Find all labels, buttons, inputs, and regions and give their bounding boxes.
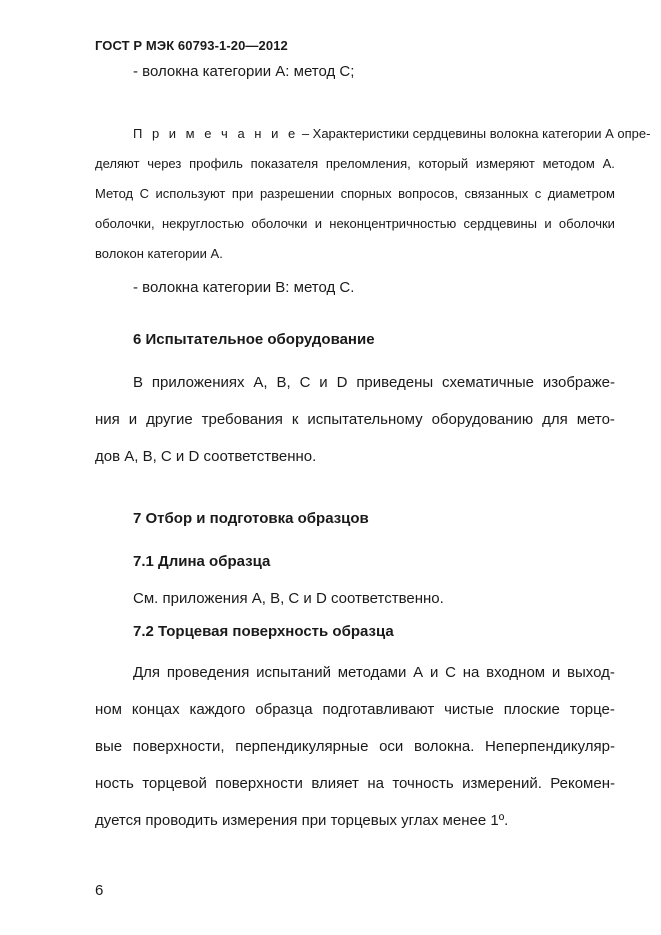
word: Для: [133, 664, 161, 681]
word: требования: [201, 411, 283, 428]
word: испытаний: [256, 664, 331, 681]
word: С: [445, 664, 456, 681]
word: измеряют: [475, 156, 535, 171]
word: и: [128, 411, 138, 428]
note-line-5: волокон категории А.: [95, 246, 223, 261]
word: оси: [379, 738, 404, 755]
word: вые: [95, 738, 123, 755]
word: А: [413, 664, 424, 681]
section-7-2-line-2: [95, 701, 615, 718]
word: на: [462, 664, 480, 681]
word: деляют: [95, 156, 140, 171]
word: А,: [253, 374, 268, 391]
word: к: [291, 411, 299, 428]
word: и: [544, 216, 552, 231]
word: поверхности,: [132, 738, 225, 755]
word: каждого: [189, 701, 246, 718]
word: показателя: [250, 156, 319, 171]
word: Рекомен-: [550, 775, 615, 792]
word: торцевой: [142, 775, 207, 792]
word: на: [367, 775, 384, 792]
word: точность: [392, 775, 454, 792]
word: А.: [602, 156, 615, 171]
item-category-b: - волокна категории В: метод С.: [133, 279, 355, 296]
page-number: 6: [95, 882, 104, 899]
word: разрешении: [259, 186, 335, 201]
note-label: П р и м е ч а н и е: [133, 126, 299, 141]
note-line-1: [133, 126, 650, 141]
word: приложениях: [151, 374, 245, 391]
word: и: [429, 664, 439, 681]
word: подготавливают: [322, 701, 435, 718]
section-7-title: 7 Отбор и подготовка образцов: [133, 510, 369, 527]
section-7-2-title: 7.2 Торцевая поверхность образца: [133, 623, 394, 640]
section-7-2-line-3: [95, 738, 615, 755]
word: проведения: [166, 664, 250, 681]
word: В: [133, 374, 144, 391]
word: и: [314, 216, 322, 231]
item-category-a: - волокна категории А: метод С;: [133, 63, 355, 80]
word: который: [418, 156, 469, 171]
section-7-1-text: См. приложения А, В, С и D соответственно.: [133, 590, 444, 607]
word: оболочки: [251, 216, 308, 231]
word: и: [551, 664, 561, 681]
word: ния: [95, 411, 120, 428]
word: через: [147, 156, 182, 171]
word: чистые: [444, 701, 494, 718]
section-6-line-1: [133, 374, 615, 391]
word: схематичные: [442, 374, 535, 391]
word: перпендикулярные: [235, 738, 369, 755]
word: с: [534, 186, 542, 201]
word: измерений.: [462, 775, 542, 792]
word: приведены: [356, 374, 434, 391]
word: неконцентричностью: [329, 216, 457, 231]
note-line-2: [95, 156, 615, 171]
word: диаметром: [547, 186, 615, 201]
word: Неперпендикуляр-: [485, 738, 615, 755]
section-6-line-2: [95, 411, 615, 428]
document-header: ГОСТ Р МЭК 60793-1-20—2012: [95, 38, 288, 53]
word: В,: [276, 374, 291, 391]
word: сердцевины: [463, 216, 538, 231]
word: спорных: [340, 186, 392, 201]
word: используют: [155, 186, 226, 201]
word: при: [231, 186, 254, 201]
word: ном: [95, 701, 122, 718]
section-6-title: 6 Испытательное оборудование: [133, 331, 375, 348]
word: входном: [486, 664, 546, 681]
word: D: [336, 374, 348, 391]
word: преломления,: [325, 156, 411, 171]
word: выход-: [567, 664, 615, 681]
section-7-2-line-4: [95, 775, 615, 792]
section-7-1-title: 7.1 Длина образца: [133, 553, 271, 570]
note-line-3: [95, 186, 615, 201]
word: оболочки: [558, 216, 615, 231]
word: методом: [542, 156, 595, 171]
word: поверхности: [215, 775, 303, 792]
word: некруглостью: [161, 216, 245, 231]
word: Метод: [95, 186, 134, 201]
note-text-1: – Характеристики сердцевины волокна категории А опре-: [301, 126, 651, 141]
word: С: [139, 186, 150, 201]
word: связанных: [464, 186, 529, 201]
word: методами: [337, 664, 407, 681]
section-7-2-line-5: дуется проводить измерения при торцевых углах менее 1º.: [95, 812, 509, 829]
word: вопросов,: [398, 186, 459, 201]
word: профиль: [189, 156, 243, 171]
word: оборудованию: [431, 411, 534, 428]
word: ность: [95, 775, 134, 792]
word: оболочки,: [95, 216, 155, 231]
word: плоские: [503, 701, 560, 718]
note-line-4: [95, 216, 615, 231]
section-7-2-line-1: [133, 664, 615, 681]
word: испытательному: [307, 411, 423, 428]
word: образца: [255, 701, 313, 718]
word: мето-: [576, 411, 615, 428]
word: влияет: [311, 775, 359, 792]
word: другие: [146, 411, 193, 428]
word: волокна.: [413, 738, 475, 755]
word: и: [319, 374, 328, 391]
word: концах: [131, 701, 180, 718]
word: торце-: [569, 701, 615, 718]
word: изображе-: [542, 374, 615, 391]
word: для: [542, 411, 568, 428]
word: С: [299, 374, 311, 391]
section-6-line-3: дов А, В, С и D соответственно.: [95, 448, 317, 465]
